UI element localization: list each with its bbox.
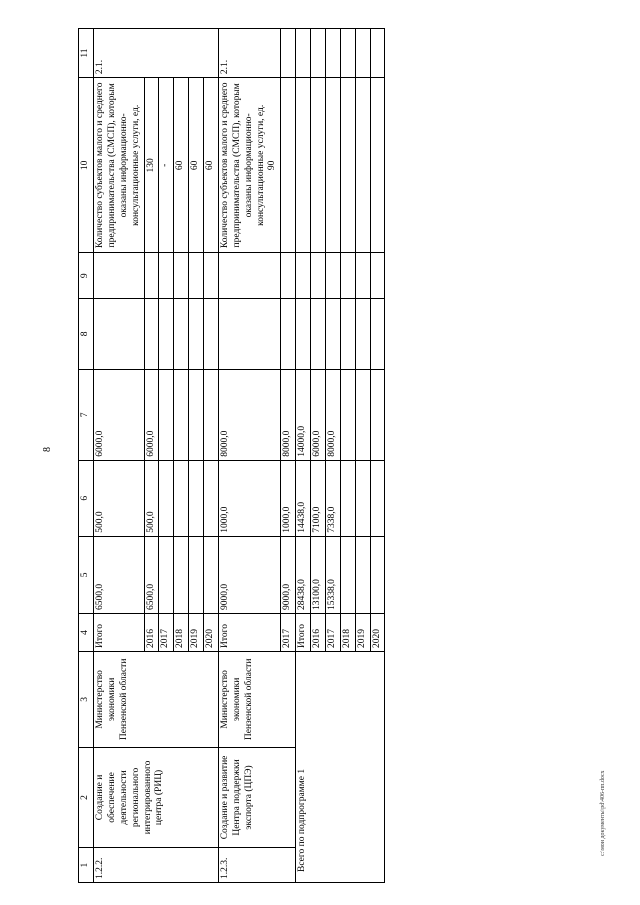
value-cell xyxy=(296,78,311,253)
value-cell xyxy=(355,536,370,613)
table-row xyxy=(218,29,280,883)
value-cell: 7100,0 xyxy=(311,460,326,536)
table-row xyxy=(296,29,311,883)
value-cell xyxy=(340,369,355,460)
value-cell xyxy=(189,460,204,536)
year-cell: 2020 xyxy=(204,613,219,651)
file-path-footer: c:\мои документы\pd\406-пп.docx xyxy=(600,770,606,856)
value-cell: 500,0 xyxy=(144,460,159,536)
indicator-value: 60 xyxy=(189,78,204,253)
value-cell xyxy=(174,536,189,613)
column-header: 3 xyxy=(79,652,94,748)
value-cell: 1000,0 xyxy=(281,460,296,536)
header-row xyxy=(79,29,94,883)
value-cell: 6000,0 xyxy=(144,369,159,460)
indicator-name: Количество субъектов малого и среднего предпринимательства (СМСП), которым оказаны информационно-консультационные услуги, ед. xyxy=(94,78,145,253)
table-row xyxy=(94,29,145,883)
year-cell: 2016 xyxy=(144,613,159,651)
value-cell xyxy=(370,253,385,298)
value-cell xyxy=(159,298,174,369)
value-cell xyxy=(311,29,326,78)
value-cell xyxy=(370,369,385,460)
page-number: 8 xyxy=(42,447,53,452)
value-cell xyxy=(204,298,219,369)
value-cell xyxy=(281,253,296,298)
value-cell xyxy=(281,29,296,78)
value-cell: 14000,0 xyxy=(296,369,311,460)
value-cell xyxy=(189,536,204,613)
value-cell: 13100,0 xyxy=(311,536,326,613)
item-number: 1.2.2. xyxy=(94,848,219,883)
value-cell xyxy=(144,298,159,369)
year-cell: Итого xyxy=(218,613,280,651)
activity-name: Создание и развитие Центра поддержки экспорта (ЦПЭ) xyxy=(218,747,295,848)
value-cell xyxy=(189,298,204,369)
value-cell: 8000,0 xyxy=(218,369,280,460)
item-number: 1.2.3. xyxy=(218,848,295,883)
value-cell: 9000,0 xyxy=(281,536,296,613)
value-cell xyxy=(355,369,370,460)
value-cell: 6000,0 xyxy=(311,369,326,460)
value-cell: 8000,0 xyxy=(325,369,340,460)
value-cell xyxy=(311,298,326,369)
value-cell xyxy=(174,369,189,460)
value-cell xyxy=(340,29,355,78)
value-cell: 6500,0 xyxy=(94,536,145,613)
value-cell xyxy=(218,298,280,369)
value-cell xyxy=(325,78,340,253)
value-cell: 1000,0 xyxy=(218,460,280,536)
value-cell xyxy=(218,253,280,298)
subprogram-table xyxy=(78,28,385,883)
value-cell xyxy=(355,78,370,253)
indicator-value: - xyxy=(159,78,174,253)
value-cell: 8000,0 xyxy=(281,369,296,460)
year-cell: 2017 xyxy=(325,613,340,651)
value-cell xyxy=(281,298,296,369)
indicator-value: 60 xyxy=(204,78,219,253)
value-cell: 9000,0 xyxy=(218,536,280,613)
value-cell xyxy=(174,253,189,298)
value-cell xyxy=(325,29,340,78)
value-cell xyxy=(174,298,189,369)
value-cell xyxy=(204,369,219,460)
rotated-table-container xyxy=(78,28,606,883)
value-cell xyxy=(355,29,370,78)
value-cell: 6500,0 xyxy=(144,536,159,613)
value-cell xyxy=(370,460,385,536)
value-cell xyxy=(204,536,219,613)
value-cell: 15338,0 xyxy=(325,536,340,613)
year-cell: Итого xyxy=(296,613,311,651)
column-header: 10 xyxy=(79,78,94,253)
indicator-text: Количество субъектов малого и среднего предпринимательства (СМСП), которым оказаны информационно-консультационные услуги, ед. xyxy=(219,82,266,249)
indicator-value: 90 xyxy=(267,160,278,171)
value-cell xyxy=(94,298,145,369)
indicator-value: 60 xyxy=(174,78,189,253)
value-cell xyxy=(355,298,370,369)
value-cell xyxy=(281,78,296,253)
column-header: 8 xyxy=(79,298,94,369)
year-cell: 2017 xyxy=(159,613,174,651)
value-cell xyxy=(204,460,219,536)
indicator-name xyxy=(218,78,280,253)
column-header: 9 xyxy=(79,253,94,298)
value-cell xyxy=(296,298,311,369)
year-cell: 2018 xyxy=(340,613,355,651)
value-cell xyxy=(355,460,370,536)
indicator-link: 2.1. xyxy=(218,29,280,78)
value-cell xyxy=(325,253,340,298)
value-cell xyxy=(204,253,219,298)
value-cell xyxy=(159,253,174,298)
value-cell xyxy=(174,460,189,536)
total-label: Всего по подпрограмме 1 xyxy=(296,652,385,883)
indicator-link: 2.1. xyxy=(94,29,219,78)
value-cell xyxy=(340,536,355,613)
value-cell xyxy=(370,536,385,613)
value-cell: 500,0 xyxy=(94,460,145,536)
indicator-value: 130 xyxy=(144,78,159,253)
value-cell: 28438,0 xyxy=(296,536,311,613)
value-cell xyxy=(159,536,174,613)
value-cell xyxy=(311,253,326,298)
column-header: 5 xyxy=(79,536,94,613)
value-cell xyxy=(340,78,355,253)
year-cell: 2019 xyxy=(355,613,370,651)
value-cell: 14438,0 xyxy=(296,460,311,536)
column-header: 11 xyxy=(79,29,94,78)
value-cell xyxy=(159,460,174,536)
activity-name: Создание и обеспечение деятельности регионального интегрированного центра (РИЦ) xyxy=(94,747,219,848)
year-cell: 2016 xyxy=(311,613,326,651)
value-cell xyxy=(159,369,174,460)
value-cell xyxy=(370,298,385,369)
year-cell: 2017 xyxy=(281,613,296,651)
year-cell: 2019 xyxy=(189,613,204,651)
value-cell xyxy=(189,369,204,460)
column-header: 7 xyxy=(79,369,94,460)
column-header: 6 xyxy=(79,460,94,536)
value-cell xyxy=(94,253,145,298)
value-cell xyxy=(355,253,370,298)
value-cell xyxy=(325,298,340,369)
value-cell xyxy=(370,78,385,253)
value-cell xyxy=(296,253,311,298)
value-cell: 7338,0 xyxy=(325,460,340,536)
executor: Министерство экономики Пензенской области xyxy=(218,652,295,748)
value-cell xyxy=(340,253,355,298)
column-header: 4 xyxy=(79,613,94,651)
value-cell xyxy=(144,253,159,298)
value-cell xyxy=(311,78,326,253)
value-cell: 6000,0 xyxy=(94,369,145,460)
value-cell xyxy=(296,29,311,78)
executor: Министерство экономики Пензенской области xyxy=(94,652,219,748)
value-cell xyxy=(340,460,355,536)
column-header: 2 xyxy=(79,747,94,848)
value-cell xyxy=(189,253,204,298)
value-cell xyxy=(370,29,385,78)
year-cell: 2020 xyxy=(370,613,385,651)
value-cell xyxy=(340,298,355,369)
column-header: 1 xyxy=(79,848,94,883)
year-cell: 2018 xyxy=(174,613,189,651)
year-cell: Итого xyxy=(94,613,145,651)
